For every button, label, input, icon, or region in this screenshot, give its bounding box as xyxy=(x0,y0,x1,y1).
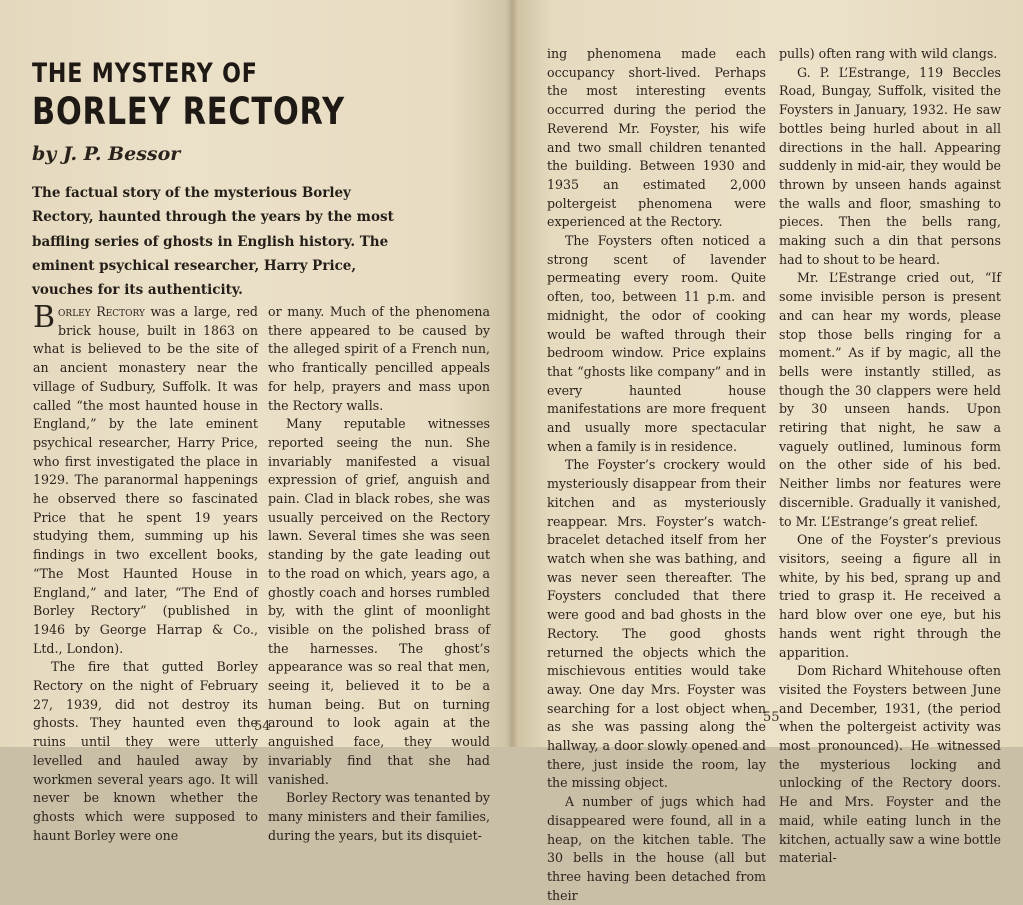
book-gutter xyxy=(506,0,518,747)
article-title-line1: THE MYSTERY OF xyxy=(32,58,258,89)
right-column-2 xyxy=(779,45,1001,868)
paragraph: or many. Much of the phenomena there appeared to be caused by the alleged spirit of a French nun, who frantically pencilled appeals for help, prayers and mass upon the Rectory walls. xyxy=(268,304,490,413)
paragraph: One of the Foyster’s previous visitors, seeing a figure all in white, by his bed, sprang up and tried to grasp it. He received a hard blow over one eye, but his hands went right through the apparition. xyxy=(779,532,1001,660)
paragraph xyxy=(33,300,258,658)
paragraph: ing phenomena made each occupancy short-lived. Perhaps the most interesting events occurred during the period the Reverend Mr. Foyster, his wife and two small children tenanted the building. Between 1930 and 1935 an estimated 2,000 poltergeist phenomena were experienced at the Rectory. xyxy=(547,46,766,230)
drop-cap: B xyxy=(33,300,56,335)
paragraph: The Foyster’s crockery would mysteriously disappear from their kitchen and as mysteriously reappear. Mrs. Foyster’s watch-bracelet detached itself from her watch when she was bathing, and was never seen thereafter. The Foysters concluded that there were good and bad ghosts in the Rectory. The good ghosts returned the objects which the mischievous entities would take away. One day Mrs. Foyster was searching for a lost object when as she was passing along the hallway, a door slowly opened and there, just inside the room, lay the missing object. xyxy=(547,457,766,791)
paragraph: Many reputable witnesses reported seeing the nun. She invariably manifested a visual expression of grief, anguish and pain. Clad in black robes, she was usually perceived on the Rectory lawn. Several times she was seen standing by the gate leading out to the road on which, years ago, a ghostly coach and horses rumbled by, with the glint of moonlight visible on the polished brass of the harnesses. The ghost’s appearance was so real that men, seeing it, believed it to be a human being. But on turning around to look again at the anguished face, they would invariably find that she had vanished. xyxy=(268,416,490,787)
right-page xyxy=(511,0,1023,903)
right-column-1 xyxy=(547,45,766,905)
paragraph-text: was a large, red brick house, built in 1863 on what is believed to be the site of an ancient monastery near the village of Sudbury, Suffolk. It was called “the most haunted house in England,” by the late eminent psychical researcher, Harry Price, who first investigated the place in 1929. The paranormal happenings he observed there so fascinated Price that he spent 19 years studying them, summing up his findings in two excellent books, “The Most Haunted House in England,” and later, “The End of Borley Rectory” (published in 1946 by George Harrap & Co., Ltd., London). xyxy=(33,304,258,656)
paragraph: Mr. L’Estrange cried out, “If some invisible person is present and can hear my words, please stop those bells ringing for a moment.” As if by magic, all the bells were instantly stilled, as though the 30 clappers were held by 30 unseen hands. Upon retiring that night, he saw a vaguely outlined, luminous form on the other side of his bed. Neither limbs nor features were discernible. Gradually it vanished, to Mr. L’Estrange’s great relief. xyxy=(779,270,1001,529)
paragraph: The fire that gutted Borley Rectory on the night of February 27, 1939, did not destroy its ghosts. They haunted even the ruins until they were utterly levelled and hauled away by workmen several years ago. It will never be known whether the ghosts which were supposed to haunt Borley were one xyxy=(33,659,258,843)
article-dek: The factual story of the mysterious Borley Rectory, haunted through the years by the most baffling series of ghosts in English history. The eminent psychical researcher, Harry Price, vouches for its authenticity. xyxy=(32,185,394,299)
left-page xyxy=(0,0,511,843)
page-number: 54 xyxy=(254,719,271,734)
paragraph: pulls) often rang with wild clangs. xyxy=(779,46,998,61)
paragraph: Dom Richard Whitehouse often visited the Foysters between June and December, 1931, (the period when the poltergeist activity was most pronounced). He witnessed the mysterious locking and unlocking of the Rectory doors. He and Mrs. Foyster and the maid, while eating lunch in the kitchen, actually saw a wine bottle material- xyxy=(779,663,1001,866)
article-title-line2: BORLEY RECTORY xyxy=(32,90,345,133)
paragraph: G. P. L’Estrange, 119 Beccles Road, Bungay, Suffolk, visited the Foysters in January, 1932. He saw bottles being hurled about in all directions in the hall. Appearing suddenly in mid-air, they would be thrown by unseen hands against the walls and floor, smashing to pieces. Then the bells rang, making such a din that persons had to shout to be heard. xyxy=(779,64,1001,267)
lead-in-smallcaps: orley Rectory xyxy=(58,304,145,319)
paragraph: A number of jugs which had disappeared were found, all in a heap, on the kitchen table. The 30 bells in the house (all but three having been detached from their xyxy=(547,794,766,903)
paragraph: The Foysters often noticed a strong scent of lavender permeating every room. Quite often, too, between 11 p.m. and midnight, the odor of cooking would be wafted through their bedroom window. Price explains that “ghosts like company” and in every haunted house manifestations are more frequent and usually more spectacular when a family is in residence. xyxy=(547,233,766,454)
left-column-1 xyxy=(33,300,258,845)
byline: by J. P. Bessor xyxy=(32,143,181,165)
paragraph: Borley Rectory was tenanted by many ministers and their families, during the years, but its disquiet- xyxy=(268,790,490,843)
page-number: 55 xyxy=(763,710,780,725)
left-column-2 xyxy=(268,303,490,845)
